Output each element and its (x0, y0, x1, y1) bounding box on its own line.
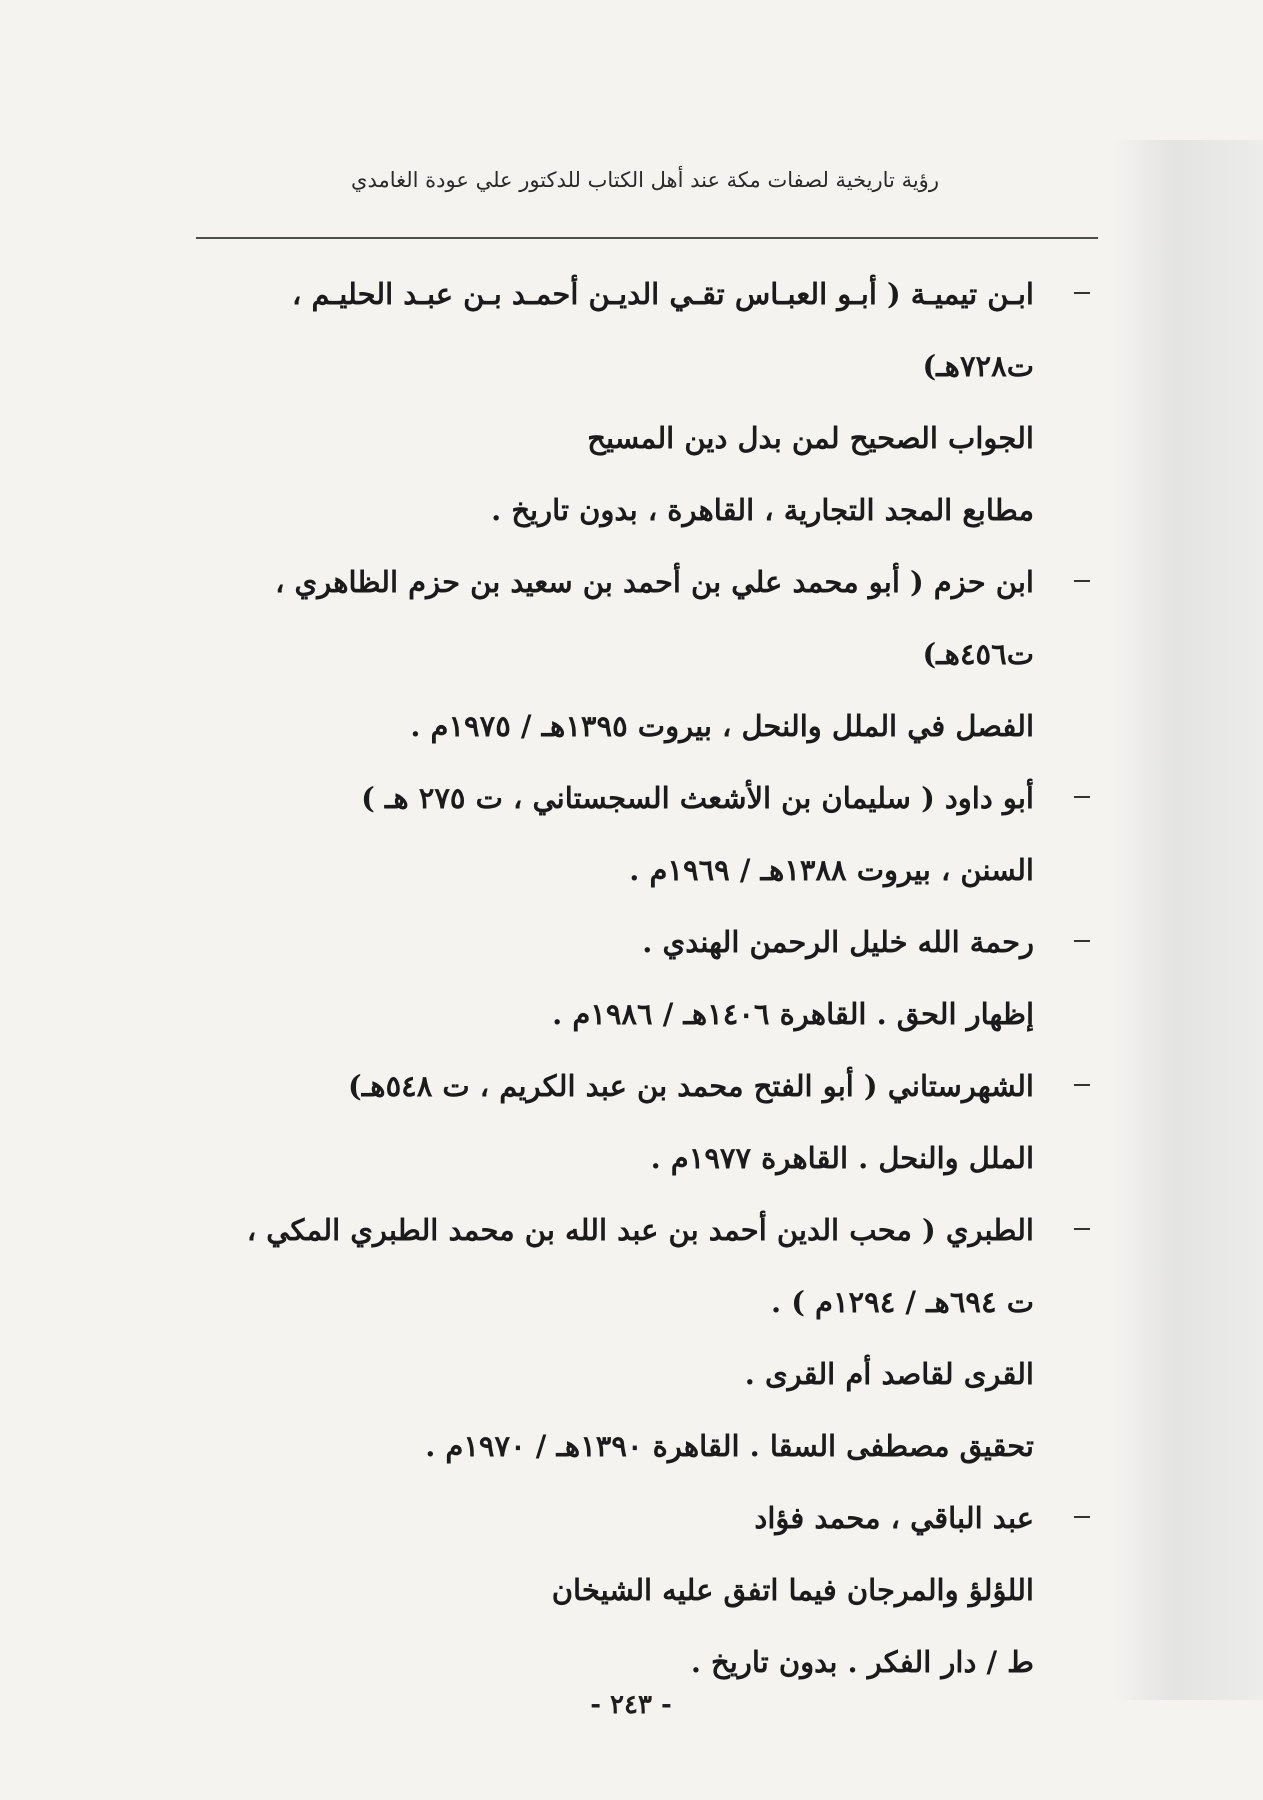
header-divider (196, 237, 1098, 239)
reference-line (190, 618, 1090, 690)
reference-list (190, 258, 1090, 1698)
reference-line (190, 402, 1090, 474)
reference-line (190, 330, 1090, 402)
reference-entry (190, 1482, 1090, 1554)
page-gutter-shadow (1113, 140, 1263, 1700)
reference-title: إظهار الحق . القاهرة ١٤٠٦هـ / ١٩٨٦م . (552, 997, 1034, 1031)
reference-death-date: ت ٦٩٤هـ / ١٢٩٤م ) . (771, 1285, 1034, 1319)
entry-dash (1074, 292, 1090, 294)
reference-death-date: ت٤٥٦هـ) (922, 637, 1034, 671)
entry-dash (1074, 1228, 1090, 1230)
reference-line (190, 1338, 1090, 1410)
reference-author: أبو داود ( سليمان بن الأشعث السجستاني ، ت ٢٧٥ هـ ) (361, 781, 1034, 815)
entry-dash (1074, 796, 1090, 798)
reference-line (190, 474, 1090, 546)
reference-line (190, 690, 1090, 762)
reference-author: الطبري ( محب الدين أحمد بن عبد الله بن محمد الطبري المكي ، (246, 1213, 1034, 1247)
reference-entry (190, 906, 1090, 978)
entry-dash (1074, 940, 1090, 942)
reference-line (190, 1626, 1090, 1698)
reference-entry (190, 762, 1090, 834)
reference-line (190, 1554, 1090, 1626)
reference-death-date: ت٧٢٨هـ) (922, 349, 1034, 383)
reference-entry (190, 1050, 1090, 1122)
reference-entry (190, 546, 1090, 618)
entry-dash (1074, 1516, 1090, 1518)
reference-publication: ط / دار الفكر . بدون تاريخ . (690, 1645, 1034, 1679)
reference-author: ابـن تيميـة ( أبـو العبـاس تقـي الديـن أحمـد بـن عبـد الحليـم ، (291, 277, 1034, 311)
reference-line (190, 1410, 1090, 1482)
reference-title: القرى لقاصد أم القرى . (744, 1357, 1034, 1391)
reference-author: عبد الباقي ، محمد فؤاد (754, 1501, 1034, 1535)
reference-author: ابن حزم ( أبو محمد علي بن أحمد بن سعيد بن حزم الظاهري ، (275, 565, 1034, 599)
entry-dash (1074, 1084, 1090, 1086)
reference-title: الفصل في الملل والنحل ، بيروت ١٣٩٥هـ / ١٩٧٥م . (410, 709, 1034, 743)
reference-publication: مطابع المجد التجارية ، القاهرة ، بدون تاريخ . (491, 493, 1034, 527)
reference-line (190, 1266, 1090, 1338)
reference-title: السنن ، بيروت ١٣٨٨هـ / ١٩٦٩م . (629, 853, 1034, 887)
reference-title: الملل والنحل . القاهرة ١٩٧٧م . (650, 1141, 1034, 1175)
reference-line (190, 978, 1090, 1050)
reference-line (190, 1122, 1090, 1194)
entry-dash (1074, 580, 1090, 582)
reference-author: الشهرستاني ( أبو الفتح محمد بن عبد الكريم ، ت ٥٤٨هـ) (348, 1069, 1034, 1103)
reference-entry (190, 258, 1090, 330)
page-number: - ٢٤٣ - (590, 1690, 672, 1720)
reference-entry (190, 1194, 1090, 1266)
reference-title: اللؤلؤ والمرجان فيما اتفق عليه الشيخان (551, 1573, 1034, 1607)
reference-line (190, 834, 1090, 906)
running-header: رؤية تاريخية لصفات مكة عند أهل الكتاب للدكتور علي عودة الغامدي (351, 168, 939, 192)
reference-title: الجواب الصحيح لمن بدل دين المسيح (587, 421, 1034, 455)
reference-author: رحمة الله خليل الرحمن الهندي . (642, 925, 1034, 959)
reference-publication: تحقيق مصطفى السقا . القاهرة ١٣٩٠هـ / ١٩٧٠م . (425, 1429, 1034, 1463)
